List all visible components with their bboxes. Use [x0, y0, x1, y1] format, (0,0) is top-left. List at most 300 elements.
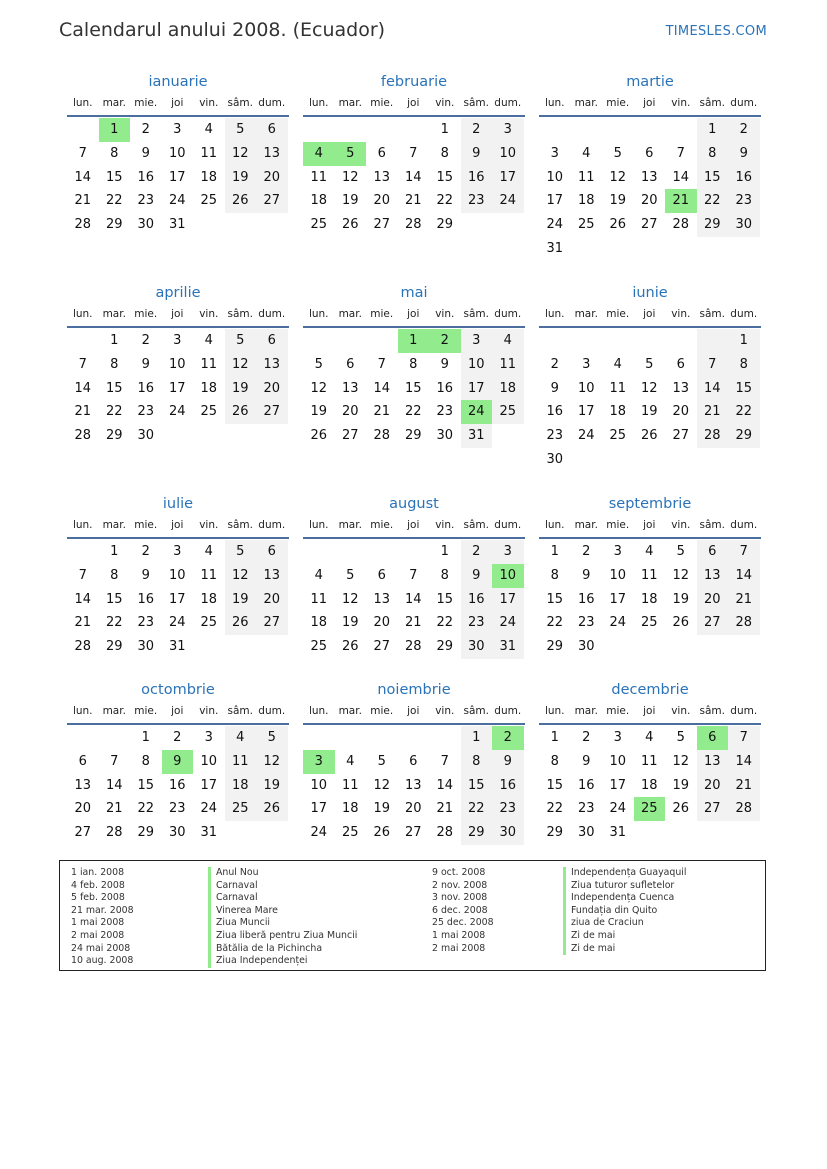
day-cell[interactable]: 3	[492, 118, 524, 142]
site-logo[interactable]: TIMESLES.COM	[665, 24, 767, 39]
day-cell[interactable]: 13	[697, 750, 729, 774]
day-cell[interactable]: 5	[676, 730, 685, 745]
day-cell[interactable]: 20	[697, 588, 729, 612]
day-cell[interactable]: 17	[168, 380, 186, 396]
day-cell[interactable]: 5	[377, 753, 386, 769]
day-cell[interactable]: 21	[404, 615, 422, 631]
day-cell[interactable]: 3	[173, 544, 182, 559]
day-cell[interactable]: 17	[492, 166, 524, 190]
day-cell[interactable]: 1	[440, 544, 449, 559]
day-cell[interactable]: 19	[640, 404, 658, 420]
day-cell[interactable]: 8	[110, 567, 119, 583]
day-cell[interactable]: 15	[105, 591, 123, 607]
day-cell[interactable]: 24	[492, 611, 524, 635]
day-cell[interactable]: 23	[461, 611, 493, 635]
day-cell[interactable]: 11	[200, 356, 218, 372]
day-cell[interactable]: 23	[577, 615, 595, 631]
day-cell[interactable]: 6	[645, 145, 654, 161]
day-cell[interactable]: 6	[256, 329, 288, 353]
day-cell[interactable]: 29	[461, 821, 493, 845]
day-cell[interactable]: 26	[256, 797, 288, 821]
day-cell[interactable]: 2	[582, 544, 591, 559]
day-cell[interactable]: 6	[377, 567, 386, 583]
day-cell[interactable]: 6	[377, 145, 386, 161]
day-cell[interactable]: 13	[341, 380, 359, 396]
day-cell[interactable]: 18	[577, 193, 595, 209]
day-cell[interactable]: 25	[200, 193, 218, 209]
day-cell[interactable]: 19	[672, 591, 690, 607]
day-cell[interactable]: 24	[168, 615, 186, 631]
day-cell[interactable]: 10	[168, 356, 186, 372]
day-cell[interactable]: 2	[461, 118, 493, 142]
day-cell[interactable]: 11	[640, 567, 658, 583]
day-cell[interactable]: 7	[409, 145, 418, 161]
day-cell[interactable]: 10	[609, 753, 627, 769]
day-cell[interactable]: 1	[461, 726, 493, 750]
day-cell[interactable]: 28	[105, 825, 123, 841]
day-cell[interactable]: 25	[225, 797, 257, 821]
day-cell[interactable]: 21	[404, 193, 422, 209]
day-cell[interactable]: 21	[436, 801, 454, 817]
day-cell[interactable]: 4	[303, 142, 335, 166]
day-cell[interactable]: 14	[404, 169, 422, 185]
day-cell[interactable]: 10	[168, 567, 186, 583]
day-cell[interactable]: 28	[728, 611, 760, 635]
day-cell[interactable]: 14	[74, 169, 92, 185]
day-cell[interactable]: 16	[461, 166, 493, 190]
day-cell[interactable]: 21	[74, 615, 92, 631]
day-cell[interactable]: 10	[310, 777, 328, 793]
day-cell[interactable]: 27	[404, 825, 422, 841]
day-cell[interactable]: 28	[404, 217, 422, 233]
day-cell[interactable]: 29	[436, 639, 454, 655]
day-cell[interactable]: 17	[200, 777, 218, 793]
day-cell[interactable]: 9	[582, 753, 591, 769]
day-cell[interactable]: 30	[577, 825, 595, 841]
day-cell[interactable]: 7	[728, 540, 760, 564]
day-cell[interactable]: 27	[640, 217, 658, 233]
day-cell[interactable]: 12	[225, 142, 257, 166]
day-cell[interactable]: 29	[404, 428, 422, 444]
day-cell[interactable]: 18	[225, 774, 257, 798]
day-cell[interactable]: 9	[492, 750, 524, 774]
day-cell[interactable]: 2	[429, 329, 461, 353]
day-cell[interactable]: 21	[74, 193, 92, 209]
day-cell[interactable]: 16	[168, 777, 186, 793]
day-cell[interactable]: 25	[310, 217, 328, 233]
day-cell[interactable]: 19	[256, 774, 288, 798]
day-cell[interactable]: 27	[697, 611, 729, 635]
day-cell[interactable]: 27	[373, 639, 391, 655]
day-cell[interactable]: 7	[78, 567, 87, 583]
day-cell[interactable]: 20	[373, 193, 391, 209]
day-cell[interactable]: 24	[546, 217, 564, 233]
day-cell[interactable]: 2	[728, 118, 760, 142]
day-cell[interactable]: 9	[141, 356, 150, 372]
day-cell[interactable]: 12	[341, 169, 359, 185]
day-cell[interactable]: 23	[168, 801, 186, 817]
day-cell[interactable]: 16	[137, 591, 155, 607]
day-cell[interactable]: 5	[676, 544, 685, 559]
day-cell[interactable]: 10	[492, 142, 524, 166]
day-cell[interactable]: 22	[137, 801, 155, 817]
day-cell[interactable]: 19	[225, 588, 257, 612]
day-cell[interactable]: 4	[346, 753, 355, 769]
day-cell[interactable]: 8	[728, 353, 760, 377]
day-cell[interactable]: 15	[137, 777, 155, 793]
day-cell[interactable]: 5	[314, 356, 323, 372]
day-cell[interactable]: 5	[335, 142, 367, 166]
day-cell[interactable]: 8	[440, 145, 449, 161]
day-cell[interactable]: 23	[137, 404, 155, 420]
day-cell[interactable]: 16	[492, 774, 524, 798]
day-cell[interactable]: 28	[404, 639, 422, 655]
day-cell[interactable]: 12	[256, 750, 288, 774]
day-cell[interactable]: 30	[577, 639, 595, 655]
day-cell[interactable]: 26	[609, 217, 627, 233]
day-cell[interactable]: 10	[200, 753, 218, 769]
day-cell[interactable]: 26	[341, 217, 359, 233]
day-cell[interactable]: 26	[341, 639, 359, 655]
day-cell[interactable]: 6	[256, 118, 288, 142]
day-cell[interactable]: 8	[697, 142, 729, 166]
day-cell[interactable]: 13	[404, 777, 422, 793]
day-cell[interactable]: 21	[697, 400, 729, 424]
day-cell[interactable]: 25	[200, 404, 218, 420]
day-cell[interactable]: 22	[404, 404, 422, 420]
day-cell[interactable]: 29	[546, 825, 564, 841]
day-cell[interactable]: 18	[200, 169, 218, 185]
day-cell[interactable]: 15	[728, 377, 760, 401]
day-cell[interactable]: 1	[99, 118, 131, 142]
day-cell[interactable]: 1	[697, 118, 729, 142]
day-cell[interactable]: 15	[461, 774, 493, 798]
day-cell[interactable]: 19	[341, 615, 359, 631]
day-cell[interactable]: 11	[640, 753, 658, 769]
day-cell[interactable]: 6	[697, 726, 729, 750]
day-cell[interactable]: 26	[225, 611, 257, 635]
day-cell[interactable]: 31	[492, 635, 524, 659]
day-cell[interactable]: 6	[78, 753, 87, 769]
day-cell[interactable]: 25	[609, 428, 627, 444]
day-cell[interactable]: 11	[492, 353, 524, 377]
day-cell[interactable]: 7	[78, 145, 87, 161]
day-cell[interactable]: 3	[303, 750, 335, 774]
day-cell[interactable]: 8	[409, 356, 418, 372]
day-cell[interactable]: 18	[609, 404, 627, 420]
day-cell[interactable]: 25	[577, 217, 595, 233]
day-cell[interactable]: 13	[373, 591, 391, 607]
day-cell[interactable]: 7	[78, 356, 87, 372]
day-cell[interactable]: 7	[409, 567, 418, 583]
day-cell[interactable]: 19	[225, 166, 257, 190]
day-cell[interactable]: 28	[373, 428, 391, 444]
day-cell[interactable]: 20	[373, 615, 391, 631]
day-cell[interactable]: 5	[256, 726, 288, 750]
day-cell[interactable]: 11	[225, 750, 257, 774]
day-cell[interactable]: 12	[672, 753, 690, 769]
day-cell[interactable]: 6	[346, 356, 355, 372]
day-cell[interactable]: 29	[436, 217, 454, 233]
day-cell[interactable]: 9	[141, 567, 150, 583]
day-cell[interactable]: 17	[461, 377, 493, 401]
day-cell[interactable]: 3	[613, 544, 622, 559]
day-cell[interactable]: 20	[640, 193, 658, 209]
day-cell[interactable]: 18	[200, 591, 218, 607]
day-cell[interactable]: 19	[225, 377, 257, 401]
day-cell[interactable]: 9	[461, 564, 493, 588]
day-cell[interactable]: 9	[550, 380, 559, 396]
day-cell[interactable]: 11	[341, 777, 359, 793]
day-cell[interactable]: 17	[492, 588, 524, 612]
day-cell[interactable]: 6	[409, 753, 418, 769]
day-cell[interactable]: 15	[546, 777, 564, 793]
day-cell[interactable]: 12	[672, 567, 690, 583]
day-cell[interactable]: 17	[577, 404, 595, 420]
day-cell[interactable]: 16	[436, 380, 454, 396]
day-cell[interactable]: 12	[640, 380, 658, 396]
day-cell[interactable]: 29	[728, 424, 760, 448]
day-cell[interactable]: 20	[697, 774, 729, 798]
day-cell[interactable]: 2	[582, 730, 591, 745]
day-cell[interactable]: 13	[672, 380, 690, 396]
day-cell[interactable]: 22	[105, 615, 123, 631]
day-cell[interactable]: 24	[461, 400, 493, 424]
day-cell[interactable]: 3	[550, 145, 559, 161]
day-cell[interactable]: 3	[613, 730, 622, 745]
day-cell[interactable]: 11	[577, 169, 595, 185]
day-cell[interactable]: 12	[225, 564, 257, 588]
day-cell[interactable]: 22	[436, 615, 454, 631]
day-cell[interactable]: 19	[609, 193, 627, 209]
day-cell[interactable]: 4	[492, 329, 524, 353]
day-cell[interactable]: 5	[225, 118, 257, 142]
day-cell[interactable]: 16	[137, 169, 155, 185]
day-cell[interactable]: 26	[640, 428, 658, 444]
day-cell[interactable]: 16	[728, 166, 760, 190]
day-cell[interactable]: 2	[141, 544, 150, 559]
day-cell[interactable]: 25	[640, 615, 658, 631]
day-cell[interactable]: 25	[200, 615, 218, 631]
day-cell[interactable]: 15	[436, 591, 454, 607]
day-cell[interactable]: 8	[141, 753, 150, 769]
day-cell[interactable]: 5	[225, 540, 257, 564]
day-cell[interactable]: 20	[256, 377, 288, 401]
day-cell[interactable]: 15	[697, 166, 729, 190]
day-cell[interactable]: 26	[373, 825, 391, 841]
day-cell[interactable]: 24	[577, 428, 595, 444]
day-cell[interactable]: 4	[204, 122, 213, 137]
day-cell[interactable]: 22	[546, 615, 564, 631]
day-cell[interactable]: 18	[640, 777, 658, 793]
day-cell[interactable]: 31	[609, 825, 627, 841]
day-cell[interactable]: 4	[613, 356, 622, 372]
day-cell[interactable]: 3	[461, 329, 493, 353]
day-cell[interactable]: 31	[200, 825, 218, 841]
day-cell[interactable]: 12	[609, 169, 627, 185]
day-cell[interactable]: 4	[645, 730, 654, 745]
day-cell[interactable]: 19	[310, 404, 328, 420]
day-cell[interactable]: 1	[550, 544, 559, 559]
day-cell[interactable]: 4	[225, 726, 257, 750]
day-cell[interactable]: 21	[728, 774, 760, 798]
day-cell[interactable]: 2	[173, 730, 182, 745]
day-cell[interactable]: 6	[256, 540, 288, 564]
day-cell[interactable]: 20	[341, 404, 359, 420]
day-cell[interactable]: 23	[137, 193, 155, 209]
day-cell[interactable]: 24	[310, 825, 328, 841]
day-cell[interactable]: 1	[440, 122, 449, 137]
day-cell[interactable]: 28	[697, 424, 729, 448]
day-cell[interactable]: 26	[310, 428, 328, 444]
day-cell[interactable]: 26	[672, 615, 690, 631]
day-cell[interactable]: 22	[697, 189, 729, 213]
day-cell[interactable]: 23	[577, 801, 595, 817]
day-cell[interactable]: 6	[697, 540, 729, 564]
day-cell[interactable]: 2	[141, 122, 150, 137]
day-cell[interactable]: 9	[461, 142, 493, 166]
day-cell[interactable]: 7	[440, 753, 449, 769]
day-cell[interactable]: 11	[200, 145, 218, 161]
day-cell[interactable]: 26	[672, 801, 690, 817]
day-cell[interactable]: 8	[440, 567, 449, 583]
day-cell[interactable]: 1	[398, 329, 430, 353]
day-cell[interactable]: 15	[404, 380, 422, 396]
day-cell[interactable]: 31	[168, 217, 186, 233]
day-cell[interactable]: 1	[728, 329, 760, 353]
day-cell[interactable]: 23	[137, 615, 155, 631]
day-cell[interactable]: 25	[634, 797, 666, 821]
day-cell[interactable]: 15	[436, 169, 454, 185]
day-cell[interactable]: 11	[200, 567, 218, 583]
day-cell[interactable]: 21	[74, 404, 92, 420]
day-cell[interactable]: 21	[373, 404, 391, 420]
day-cell[interactable]: 2	[550, 356, 559, 372]
day-cell[interactable]: 10	[577, 380, 595, 396]
day-cell[interactable]: 5	[346, 567, 355, 583]
day-cell[interactable]: 7	[697, 353, 729, 377]
day-cell[interactable]: 2	[141, 333, 150, 348]
day-cell[interactable]: 28	[436, 825, 454, 841]
day-cell[interactable]: 28	[728, 797, 760, 821]
day-cell[interactable]: 30	[461, 635, 493, 659]
day-cell[interactable]: 8	[550, 567, 559, 583]
day-cell[interactable]: 10	[492, 564, 524, 588]
day-cell[interactable]: 10	[461, 353, 493, 377]
day-cell[interactable]: 29	[137, 825, 155, 841]
day-cell[interactable]: 4	[314, 567, 323, 583]
day-cell[interactable]: 2	[461, 540, 493, 564]
day-cell[interactable]: 31	[461, 424, 493, 448]
day-cell[interactable]: 16	[577, 777, 595, 793]
day-cell[interactable]: 15	[105, 380, 123, 396]
day-cell[interactable]: 20	[256, 588, 288, 612]
day-cell[interactable]: 5	[613, 145, 622, 161]
day-cell[interactable]: 20	[672, 404, 690, 420]
day-cell[interactable]: 11	[310, 591, 328, 607]
day-cell[interactable]: 28	[74, 217, 92, 233]
day-cell[interactable]: 3	[173, 333, 182, 348]
day-cell[interactable]: 10	[168, 145, 186, 161]
day-cell[interactable]: 21	[105, 801, 123, 817]
day-cell[interactable]: 11	[609, 380, 627, 396]
day-cell[interactable]: 18	[200, 380, 218, 396]
day-cell[interactable]: 3	[204, 730, 213, 745]
day-cell[interactable]: 20	[74, 801, 92, 817]
day-cell[interactable]: 25	[341, 825, 359, 841]
day-cell[interactable]: 27	[256, 611, 288, 635]
day-cell[interactable]: 10	[546, 169, 564, 185]
day-cell[interactable]: 27	[256, 400, 288, 424]
day-cell[interactable]: 23	[492, 797, 524, 821]
day-cell[interactable]: 7	[377, 356, 386, 372]
day-cell[interactable]: 26	[225, 400, 257, 424]
day-cell[interactable]: 2	[492, 726, 524, 750]
day-cell[interactable]: 8	[110, 356, 119, 372]
day-cell[interactable]: 11	[310, 169, 328, 185]
day-cell[interactable]: 24	[609, 615, 627, 631]
day-cell[interactable]: 25	[492, 400, 524, 424]
day-cell[interactable]: 7	[110, 753, 119, 769]
day-cell[interactable]: 13	[640, 169, 658, 185]
day-cell[interactable]: 9	[141, 145, 150, 161]
day-cell[interactable]: 16	[137, 380, 155, 396]
day-cell[interactable]: 24	[168, 404, 186, 420]
day-cell[interactable]: 14	[436, 777, 454, 793]
day-cell[interactable]: 8	[550, 753, 559, 769]
day-cell[interactable]: 1	[110, 333, 119, 348]
day-cell[interactable]: 9	[440, 356, 449, 372]
day-cell[interactable]: 22	[546, 801, 564, 817]
day-cell[interactable]: 18	[341, 801, 359, 817]
day-cell[interactable]: 29	[105, 639, 123, 655]
day-cell[interactable]: 18	[492, 377, 524, 401]
day-cell[interactable]: 27	[672, 428, 690, 444]
day-cell[interactable]: 29	[697, 213, 729, 237]
day-cell[interactable]: 14	[105, 777, 123, 793]
day-cell[interactable]: 28	[672, 217, 690, 233]
day-cell[interactable]: 1	[141, 730, 150, 745]
day-cell[interactable]: 30	[436, 428, 454, 444]
day-cell[interactable]: 17	[609, 777, 627, 793]
day-cell[interactable]: 4	[582, 145, 591, 161]
day-cell[interactable]: 29	[105, 217, 123, 233]
day-cell[interactable]: 29	[105, 428, 123, 444]
day-cell[interactable]: 27	[256, 189, 288, 213]
day-cell[interactable]: 15	[105, 169, 123, 185]
day-cell[interactable]: 9	[162, 750, 194, 774]
day-cell[interactable]: 10	[609, 567, 627, 583]
day-cell[interactable]: 14	[728, 564, 760, 588]
day-cell[interactable]: 20	[256, 166, 288, 190]
day-cell[interactable]: 14	[404, 591, 422, 607]
day-cell[interactable]: 21	[728, 588, 760, 612]
day-cell[interactable]: 16	[461, 588, 493, 612]
day-cell[interactable]: 14	[373, 380, 391, 396]
day-cell[interactable]: 13	[74, 777, 92, 793]
day-cell[interactable]: 30	[137, 217, 155, 233]
day-cell[interactable]: 12	[341, 591, 359, 607]
day-cell[interactable]: 17	[310, 801, 328, 817]
day-cell[interactable]: 31	[168, 639, 186, 655]
day-cell[interactable]: 20	[404, 801, 422, 817]
day-cell[interactable]: 7	[676, 145, 685, 161]
day-cell[interactable]: 27	[697, 797, 729, 821]
day-cell[interactable]: 28	[74, 428, 92, 444]
day-cell[interactable]: 24	[492, 189, 524, 213]
day-cell[interactable]: 14	[74, 591, 92, 607]
day-cell[interactable]: 14	[697, 377, 729, 401]
